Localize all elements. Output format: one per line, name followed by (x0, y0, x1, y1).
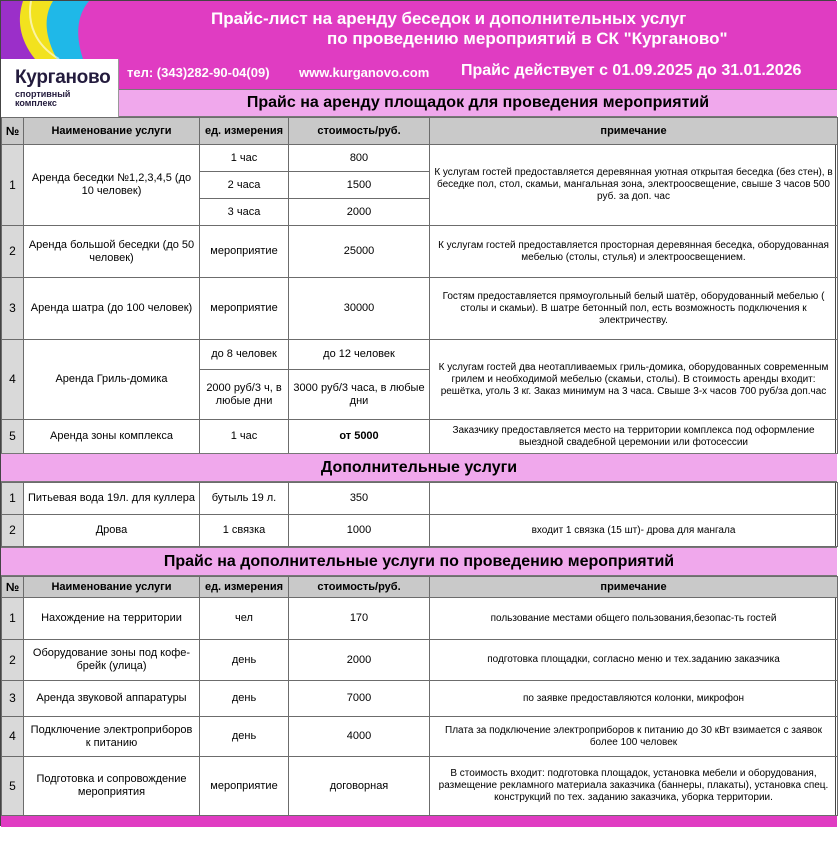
row-name: Подготовка и сопровождение мероприятия (24, 757, 200, 816)
logo-name: Курганово (15, 67, 111, 88)
footer-band (1, 816, 837, 827)
table-row (2, 278, 838, 340)
row-unit: 3 часа (200, 199, 289, 226)
row-unit: чел (200, 598, 289, 640)
row-unit: мероприятие (200, 278, 289, 340)
table-row (2, 226, 838, 278)
validity-period: Прайс действует с 01.09.2025 до 31.01.2026 (461, 62, 802, 79)
row-price: от 5000 (289, 420, 430, 454)
row-name: Аренда шатра (до 100 человек) (24, 278, 200, 340)
col-note-header: примечание (430, 577, 838, 598)
row-note: К услугам гостей два неотапливаемых гриль-домика, оборудованных современным грилем и необходимой мебелью (скамьи, столы). В стоимость аренды входит: решётка, уголь 3 кг. Заказ минимум на 3 часа. Свыше 3-х часов 700 руб/за доп.час (430, 340, 838, 420)
section-3-title-text: Прайс на дополнительные услуги по проведению мероприятий (163, 553, 675, 570)
row-note: Заказчику предоставляется место на территории комплекса под оформление выездной свадебной церемонии или фотосессии (430, 420, 838, 454)
col-unit-header: ед. измерения (200, 118, 289, 145)
col-unit-header: ед. измерения (200, 577, 289, 598)
row-price: 7000 (289, 681, 430, 717)
row-note: по заявке предоставляются колонки, микрофон (430, 681, 838, 717)
table-row (2, 145, 838, 172)
section-2-title-text: Дополнительные услуги (320, 459, 518, 476)
row-unit: день (200, 717, 289, 757)
row-name: Аренда звуковой аппаратуры (24, 681, 200, 717)
row-price: 4000 (289, 717, 430, 757)
row-price: 1500 (289, 172, 430, 199)
col-num-header: № (2, 577, 24, 598)
logo-subtitle: спортивный комплекс (15, 89, 71, 108)
title-line-2: по проведению мероприятий в СК "Курганово" (327, 29, 728, 48)
row-price: 2000 (289, 640, 430, 681)
row-note: Гостям предоставляется прямоугольный белый шатёр, оборудованный мебелью ( столы и скамьи). В шатре бетонный пол, есть возможность подключения к электричеству. (430, 278, 838, 340)
row-unit: 2 часа (200, 172, 289, 199)
col-name-header: Наименование услуги (24, 118, 200, 145)
row-name: Аренда Гриль-домика (24, 340, 200, 420)
table-row (2, 681, 838, 717)
table-row (2, 757, 838, 816)
row-num: 2 (2, 640, 24, 681)
row-num: 5 (2, 757, 24, 816)
row-price: 25000 (289, 226, 430, 278)
row-note: пользование местами общего пользования,безопас-ть гостей (430, 598, 838, 640)
row-unit: 2000 руб/3 ч, в любые дни (200, 370, 289, 420)
section-3-title (1, 547, 837, 576)
row-num: 2 (2, 226, 24, 278)
row-unit: мероприятие (200, 757, 289, 816)
row-name: Питьевая вода 19л. для куллера (24, 483, 200, 515)
table-row (2, 640, 838, 681)
row-price: 350 (289, 483, 430, 515)
table-row (2, 515, 838, 547)
col-price-header: стоимость/руб. (289, 118, 430, 145)
col-name-header: Наименование услуги (24, 577, 200, 598)
table-row (2, 420, 838, 454)
col-price-header: стоимость/руб. (289, 577, 430, 598)
row-note: Плата за подключение электроприборов к питанию до 30 кВт взимается с заявок более 100 человек (430, 717, 838, 757)
row-price: до 12 человек (289, 340, 430, 370)
logo (1, 59, 119, 117)
row-note: В стоимость входит: подготовка площадок, установка мебели и оборудования, размещение рекламного материала заказчика (баннеры, плакаты), установка спец. конструкций по тех. заданию заказчика, уборка территории. (430, 757, 838, 816)
table-row (2, 483, 838, 515)
row-num: 3 (2, 681, 24, 717)
logo-swirl-icon (1, 1, 121, 59)
row-price: 1000 (289, 515, 430, 547)
row-unit: бутыль 19 л. (200, 483, 289, 515)
table-header-row (2, 577, 838, 598)
row-note: входит 1 связка (15 шт)- дрова для мангала (430, 515, 838, 547)
row-unit: до 8 человек (200, 340, 289, 370)
row-price: 30000 (289, 278, 430, 340)
table-header-row (2, 118, 838, 145)
row-name: Аренда зоны комплекса (24, 420, 200, 454)
row-note (430, 483, 838, 515)
col-note-header: примечание (430, 118, 838, 145)
row-name: Аренда беседки №1,2,3,4,5 (до 10 человек) (24, 145, 200, 226)
row-price: 170 (289, 598, 430, 640)
title-line-1: Прайс-лист на аренду беседок и дополнительных услуг (211, 9, 687, 28)
section-1-title (119, 89, 837, 117)
row-name: Подключение электроприборов к питанию (24, 717, 200, 757)
phone-number: тел: (343)282-90-04(09) (127, 65, 270, 80)
row-num: 2 (2, 515, 24, 547)
row-unit: день (200, 681, 289, 717)
row-note: К услугам гостей предоставляется просторная деревянная беседка, оборудованная мебелью (столы, стулья) и электроосвещением. (430, 226, 838, 278)
row-note: К услугам гостей предоставляется деревянная уютная открытая беседка (без стен), в беседке пол, стол, скамьи, мангальная зона, электроосвещение, свыше 3 часов 500 руб. за доп. час (430, 145, 838, 226)
row-unit: 1 связка (200, 515, 289, 547)
section-2-title (1, 453, 837, 482)
row-num: 5 (2, 420, 24, 454)
venue-rental-table (1, 117, 838, 454)
row-num: 1 (2, 598, 24, 640)
row-name: Аренда большой беседки (до 50 человек) (24, 226, 200, 278)
row-unit: 1 час (200, 145, 289, 172)
row-num: 1 (2, 483, 24, 515)
row-price: договорная (289, 757, 430, 816)
row-num: 4 (2, 340, 24, 420)
event-services-table (1, 576, 838, 816)
row-price: 3000 руб/3 часа, в любые дни (289, 370, 430, 420)
row-num: 3 (2, 278, 24, 340)
col-num-header: № (2, 118, 24, 145)
row-price: 2000 (289, 199, 430, 226)
table-row (2, 598, 838, 640)
row-num: 1 (2, 145, 24, 226)
section-1-title-text: Прайс на аренду площадок для проведения мероприятий (246, 94, 710, 111)
row-name: Оборудование зоны под кофе-брейк (улица) (24, 640, 200, 681)
table-row (2, 340, 838, 370)
website-link[interactable]: www.kurganovo.com (299, 65, 430, 80)
row-unit: день (200, 640, 289, 681)
row-name: Нахождение на территории (24, 598, 200, 640)
row-price: 800 (289, 145, 430, 172)
row-unit: 1 час (200, 420, 289, 454)
row-unit: мероприятие (200, 226, 289, 278)
row-num: 4 (2, 717, 24, 757)
table-row (2, 717, 838, 757)
extra-services-table (1, 482, 838, 547)
row-name: Дрова (24, 515, 200, 547)
row-note: подготовка площадки, согласно меню и тех.заданию заказчика (430, 640, 838, 681)
